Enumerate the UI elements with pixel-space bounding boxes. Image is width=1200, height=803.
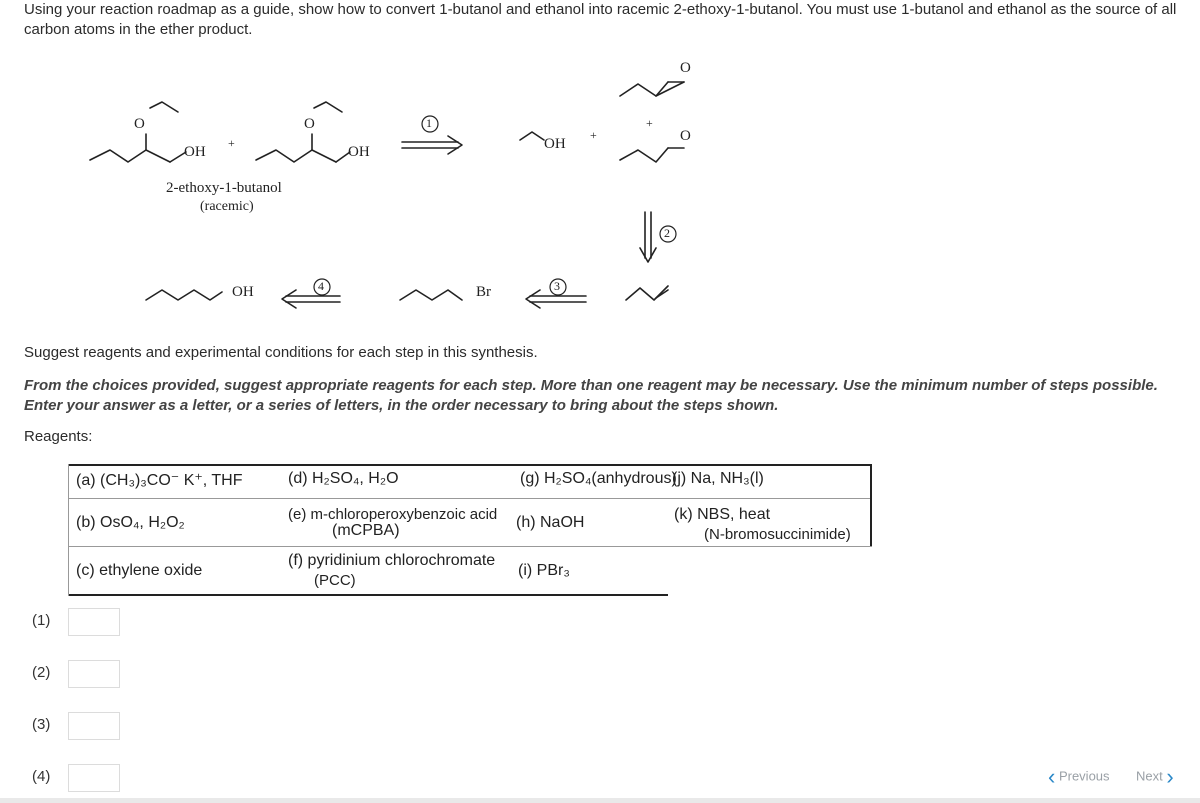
product-name: 2-ethoxy-1-butanol: [166, 180, 282, 196]
step-1-label: 1: [426, 116, 432, 130]
reagent-c: (c) ethylene oxide: [76, 562, 203, 579]
chevron-left-icon: ‹: [1048, 764, 1056, 789]
hydroxyl-label: OH: [184, 144, 206, 160]
plus-sign: +: [228, 136, 235, 150]
next-label: Next: [1136, 768, 1163, 784]
hydroxyl-label: OH: [232, 284, 254, 300]
reagent-g: (g) H₂SO₄(anhydrous): [520, 470, 677, 487]
answer-input-3[interactable]: [68, 712, 120, 740]
chevron-right-icon: ›: [1166, 764, 1174, 789]
reagent-e: (e) m-chloroperoxybenzoic acid: [288, 506, 498, 523]
answer-label-1: (1): [32, 612, 51, 629]
answer-input-4[interactable]: [68, 764, 120, 792]
previous-label: Previous: [1058, 768, 1110, 784]
plus-sign: +: [646, 116, 653, 130]
answer-label-3: (3): [32, 716, 51, 733]
reagent-d: (d) H₂SO₄, H₂O: [288, 470, 399, 487]
step-3-label: 3: [554, 279, 560, 293]
bottom-bar: [0, 798, 1200, 803]
hydroxyl-label: OH: [544, 136, 566, 152]
step-4-label: 4: [318, 279, 324, 293]
reagent-f: (f) pyridinium chlorochromate: [288, 552, 496, 569]
reagent-f-abbrev: (PCC): [314, 572, 356, 589]
answer-input-2[interactable]: [68, 660, 120, 688]
reagents-table: [68, 464, 872, 596]
reagent-k-note: (N-bromosuccinimide): [704, 526, 851, 543]
bromine-label: Br: [476, 284, 491, 300]
reagent-e-abbrev: (mCPBA): [332, 522, 400, 539]
oxygen-label: O: [680, 60, 691, 76]
previous-button[interactable]: [1048, 764, 1110, 790]
question-text: Using your reaction roadmap as a guide, show how to convert 1-butanol and ethanol into racemic 2-ethoxy-1-butanol. You must use 1-butanol and ethanol as the source of all carbon atoms in the ether product.: [24, 1, 1177, 38]
oxygen-label: O: [304, 116, 315, 132]
reagent-k: (k) NBS, heat: [674, 506, 771, 523]
step-2-label: 2: [664, 226, 670, 240]
answer-input-1[interactable]: [68, 608, 120, 636]
reagents-label: Reagents:: [24, 428, 93, 445]
answer-label-4: (4): [32, 768, 51, 785]
instruction-text: Suggest reagents and experimental conditions for each step in this synthesis.: [24, 344, 538, 361]
answer-label-2: (2): [32, 664, 51, 681]
next-button[interactable]: [1136, 764, 1174, 790]
reagent-h: (h) NaOH: [516, 514, 585, 531]
reagent-j: (j) Na, NH₃(l): [672, 470, 764, 487]
reagent-i: (i) PBr₃: [518, 562, 570, 579]
hydroxyl-label: OH: [348, 144, 370, 160]
plus-sign: +: [590, 128, 597, 142]
reagent-b: (b) OsO₄, H₂O₂: [76, 514, 185, 531]
oxygen-label: O: [680, 128, 691, 144]
product-note: (racemic): [200, 199, 254, 214]
oxygen-label: O: [134, 116, 145, 132]
choices-instruction: From the choices provided, suggest appropriate reagents for each step. More than one reagent may be necessary. Use the minimum number of steps possible. Enter your answer as a letter, or a series of letters, in the order necessary to bring about the steps shown.: [24, 377, 1158, 414]
reagent-a: (a) (CH₃)₃CO⁻ K⁺, THF: [76, 472, 243, 489]
